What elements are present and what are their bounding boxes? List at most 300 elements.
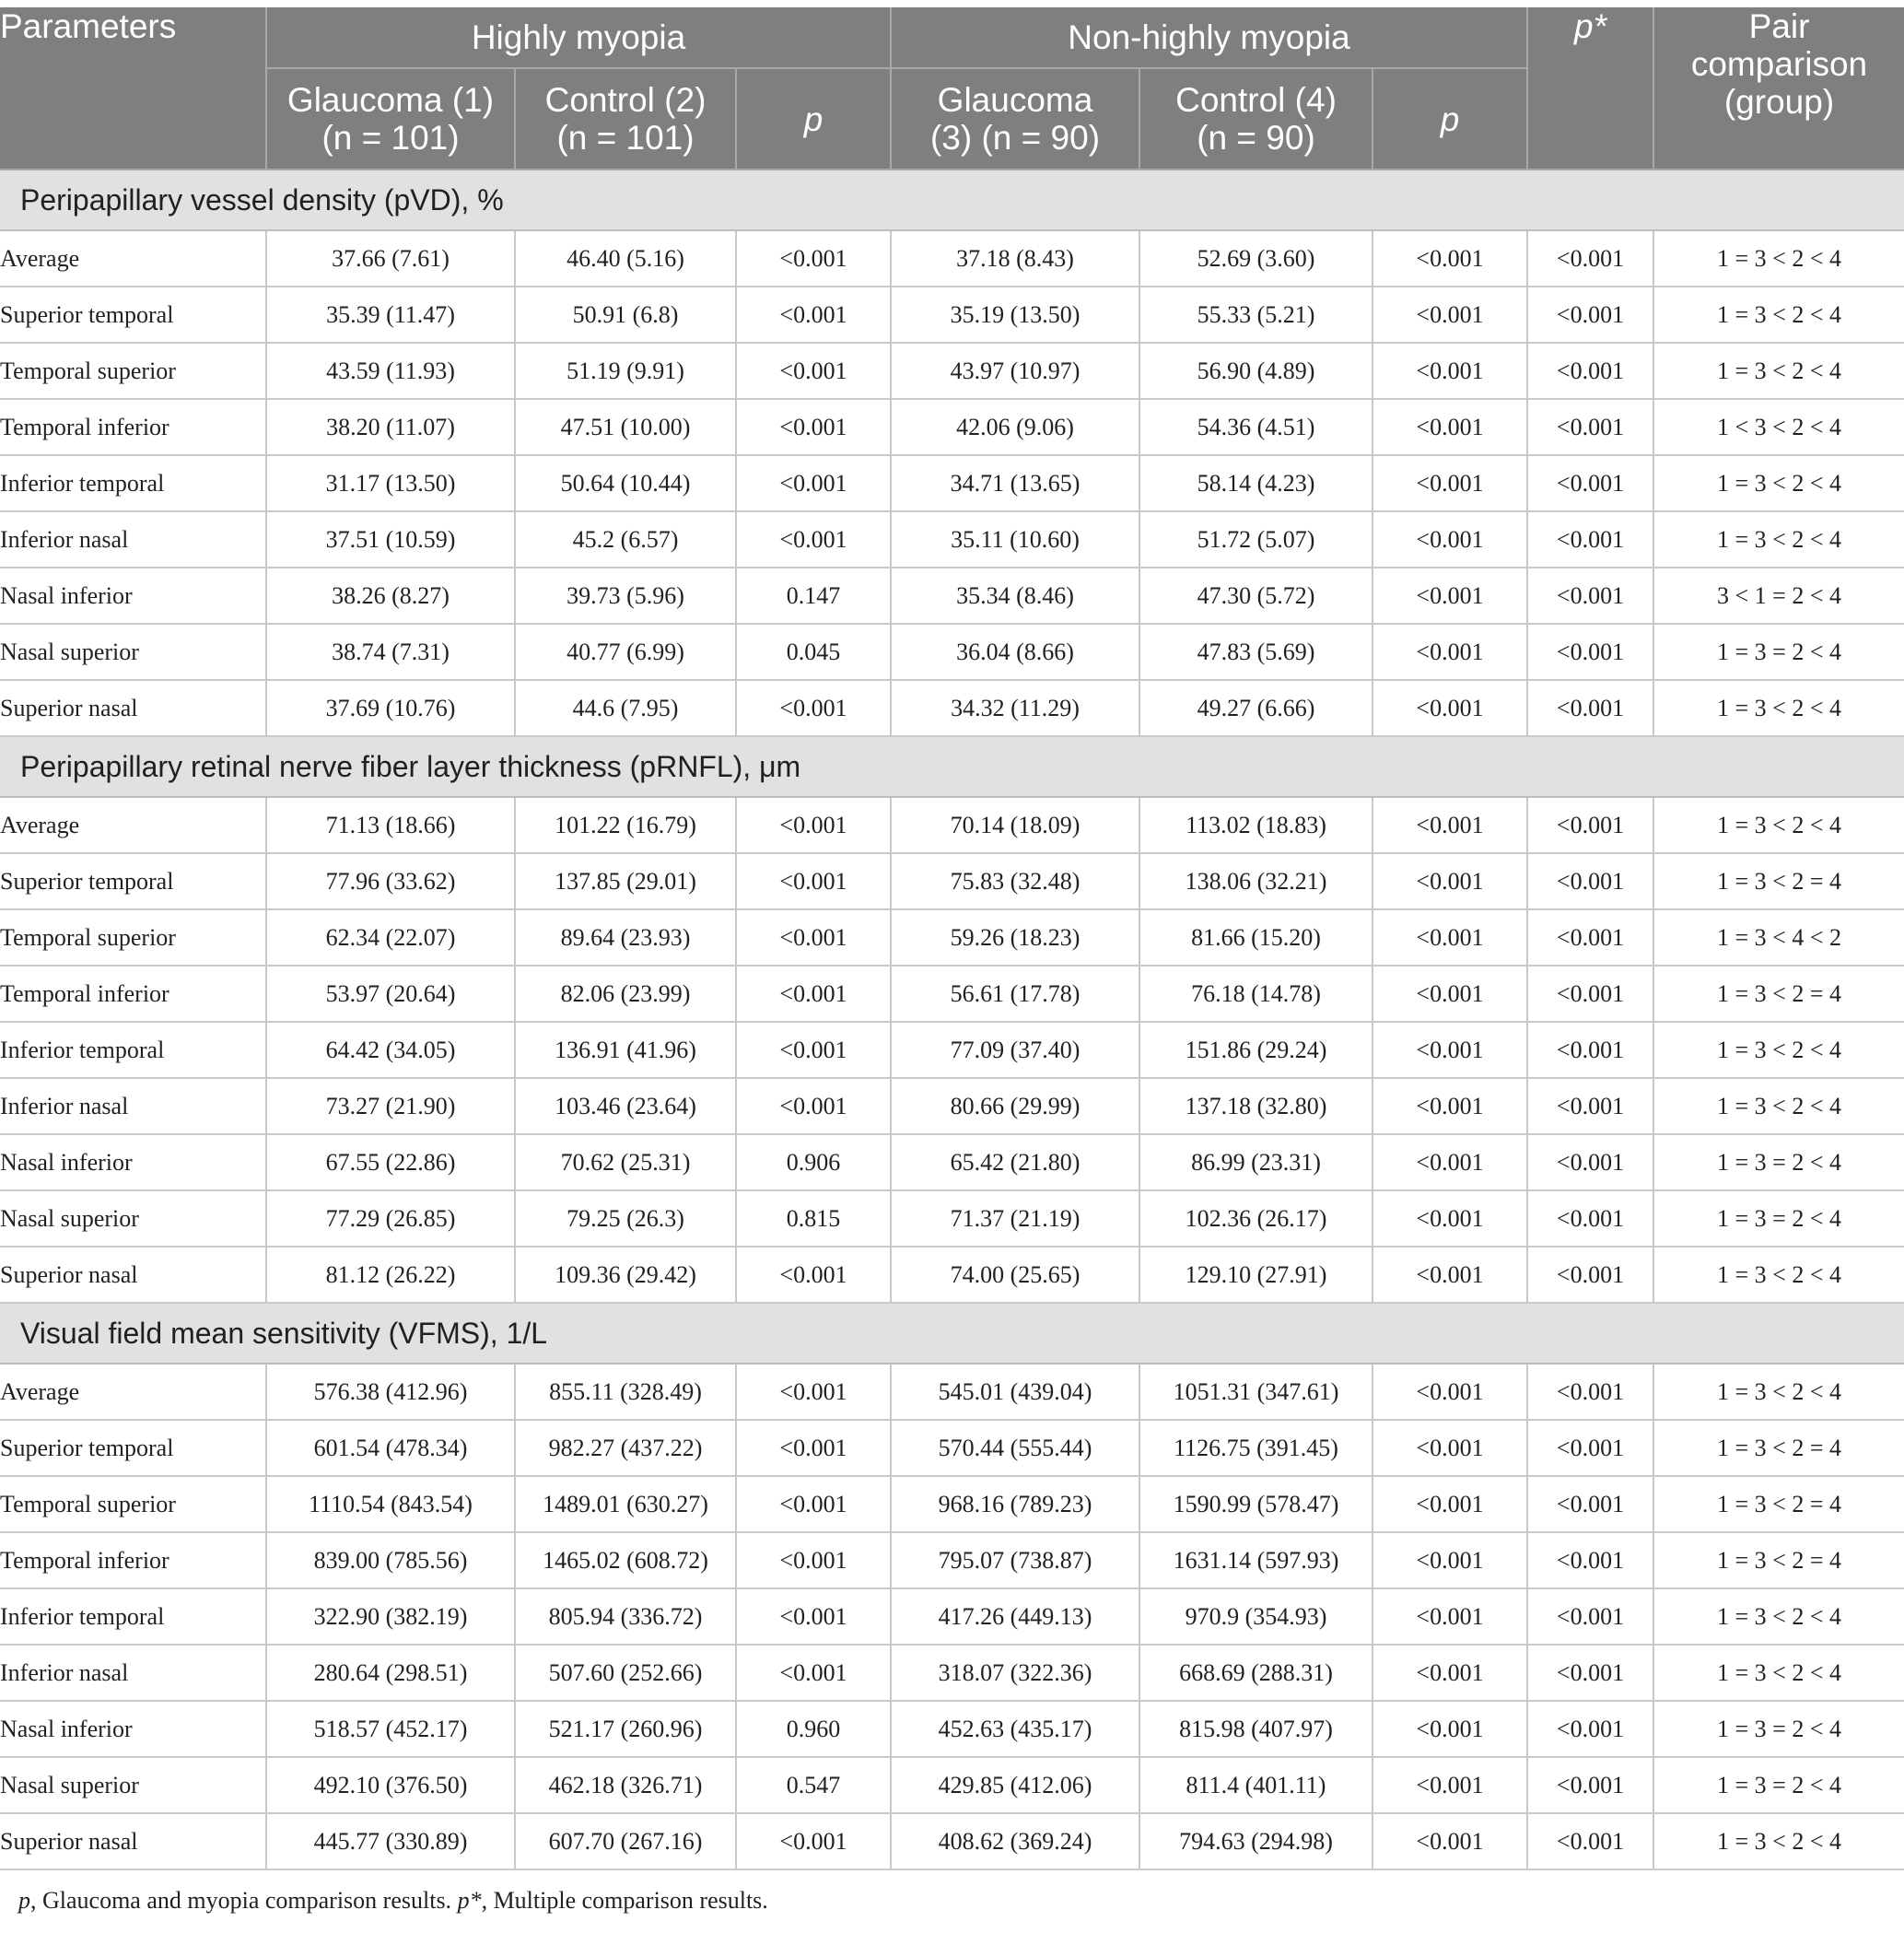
cell-pair-comparison: 1 = 3 < 4 < 2: [1653, 909, 1904, 966]
cell-glaucoma-1: 81.12 (26.22): [266, 1247, 515, 1303]
cell-glaucoma-3: 37.18 (8.43): [891, 230, 1139, 287]
cell-control-4: 113.02 (18.83): [1139, 797, 1373, 853]
cell-glaucoma-1: 37.66 (7.61): [266, 230, 515, 287]
table-row: [0, 230, 1904, 287]
cell-parameter: Temporal inferior: [0, 399, 266, 455]
cell-parameter: Inferior nasal: [0, 511, 266, 568]
cell-control-4: 102.36 (26.17): [1139, 1190, 1373, 1247]
cell-control-2: 607.70 (267.16): [515, 1813, 736, 1869]
cell-p-non-highly: <0.001: [1373, 1190, 1527, 1247]
cell-p-highly: <0.001: [736, 1022, 891, 1078]
footnote-p-symbol: p: [18, 1887, 30, 1914]
cell-pair-comparison: 1 = 3 < 2 < 4: [1653, 287, 1904, 343]
cell-p-non-highly: <0.001: [1373, 966, 1527, 1022]
cell-glaucoma-1: 43.59 (11.93): [266, 343, 515, 399]
cell-glaucoma-3: 36.04 (8.66): [891, 624, 1139, 680]
header-control-4: [1139, 68, 1373, 170]
cell-control-2: 79.25 (26.3): [515, 1190, 736, 1247]
cell-p-highly: <0.001: [736, 1645, 891, 1701]
cell-p-star: <0.001: [1527, 624, 1653, 680]
cell-pair-comparison: 1 = 3 = 2 < 4: [1653, 1190, 1904, 1247]
cell-pair-comparison: 1 = 3 < 2 < 4: [1653, 230, 1904, 287]
cell-glaucoma-3: 968.16 (789.23): [891, 1476, 1139, 1532]
cell-p-star: <0.001: [1527, 399, 1653, 455]
cell-control-4: 668.69 (288.31): [1139, 1645, 1373, 1701]
cell-parameter: Nasal inferior: [0, 568, 266, 624]
cell-parameter: Nasal superior: [0, 624, 266, 680]
cell-pair-comparison: 1 = 3 < 2 < 4: [1653, 1588, 1904, 1645]
cell-glaucoma-3: 35.19 (13.50): [891, 287, 1139, 343]
section-row: [0, 736, 1904, 797]
cell-control-4: 1631.14 (597.93): [1139, 1532, 1373, 1588]
cell-p-star: <0.001: [1527, 1476, 1653, 1532]
cell-glaucoma-1: 64.42 (34.05): [266, 1022, 515, 1078]
cell-p-highly: <0.001: [736, 287, 891, 343]
cell-pair-comparison: 1 < 3 < 2 < 4: [1653, 399, 1904, 455]
table-row: [0, 455, 1904, 511]
cell-p-highly: <0.001: [736, 966, 891, 1022]
cell-parameter: Average: [0, 230, 266, 287]
cell-p-non-highly: <0.001: [1373, 230, 1527, 287]
cell-pair-comparison: 1 = 3 = 2 < 4: [1653, 624, 1904, 680]
cell-glaucoma-3: 417.26 (449.13): [891, 1588, 1139, 1645]
cell-p-highly: <0.001: [736, 797, 891, 853]
cell-pair-comparison: 1 = 3 < 2 = 4: [1653, 1476, 1904, 1532]
cell-control-4: 81.66 (15.20): [1139, 909, 1373, 966]
cell-glaucoma-1: 31.17 (13.50): [266, 455, 515, 511]
cell-pair-comparison: 1 = 3 < 2 < 4: [1653, 511, 1904, 568]
cell-p-highly: <0.001: [736, 680, 891, 736]
cell-pair-comparison: 1 = 3 < 2 = 4: [1653, 966, 1904, 1022]
cell-control-4: 58.14 (4.23): [1139, 455, 1373, 511]
cell-glaucoma-1: 38.20 (11.07): [266, 399, 515, 455]
cell-glaucoma-1: 62.34 (22.07): [266, 909, 515, 966]
cell-p-non-highly: <0.001: [1373, 511, 1527, 568]
cell-p-star: <0.001: [1527, 1757, 1653, 1813]
cell-p-star: <0.001: [1527, 1190, 1653, 1247]
header-glaucoma-3-line1: Glaucoma: [937, 81, 1093, 119]
cell-pair-comparison: 1 = 3 = 2 < 4: [1653, 1134, 1904, 1190]
cell-glaucoma-3: 429.85 (412.06): [891, 1757, 1139, 1813]
cell-p-non-highly: <0.001: [1373, 1022, 1527, 1078]
cell-control-2: 44.6 (7.95): [515, 680, 736, 736]
cell-p-star: <0.001: [1527, 1247, 1653, 1303]
cell-parameter: Nasal superior: [0, 1190, 266, 1247]
table-row: [0, 1532, 1904, 1588]
cell-control-4: 129.10 (27.91): [1139, 1247, 1373, 1303]
cell-pair-comparison: 1 = 3 < 2 = 4: [1653, 853, 1904, 909]
cell-parameter: Inferior nasal: [0, 1078, 266, 1134]
cell-p-non-highly: <0.001: [1373, 1813, 1527, 1869]
cell-p-highly: 0.547: [736, 1757, 891, 1813]
header-glaucoma-1-line1: Glaucoma (1): [286, 81, 495, 119]
table-row: [0, 966, 1904, 1022]
cell-control-2: 45.2 (6.57): [515, 511, 736, 568]
header-p-star-text: p*: [1574, 7, 1606, 45]
cell-pair-comparison: 1 = 3 < 2 < 4: [1653, 1645, 1904, 1701]
cell-pair-comparison: 1 = 3 < 2 < 4: [1653, 455, 1904, 511]
cell-glaucoma-1: 73.27 (21.90): [266, 1078, 515, 1134]
cell-glaucoma-3: 74.00 (25.65): [891, 1247, 1139, 1303]
cell-p-star: <0.001: [1527, 287, 1653, 343]
cell-p-non-highly: <0.001: [1373, 1645, 1527, 1701]
cell-p-highly: 0.147: [736, 568, 891, 624]
cell-p-non-highly: <0.001: [1373, 287, 1527, 343]
footnote-p-text: , Glaucoma and myopia comparison results.: [30, 1887, 458, 1914]
cell-parameter: Inferior temporal: [0, 455, 266, 511]
cell-p-highly: <0.001: [736, 1420, 891, 1476]
cell-glaucoma-3: 42.06 (9.06): [891, 399, 1139, 455]
cell-control-2: 507.60 (252.66): [515, 1645, 736, 1701]
cell-glaucoma-3: 43.97 (10.97): [891, 343, 1139, 399]
cell-control-4: 137.18 (32.80): [1139, 1078, 1373, 1134]
cell-p-highly: <0.001: [736, 455, 891, 511]
cell-control-4: 47.30 (5.72): [1139, 568, 1373, 624]
cell-p-star: <0.001: [1527, 343, 1653, 399]
cell-p-non-highly: <0.001: [1373, 1420, 1527, 1476]
cell-control-2: 89.64 (23.93): [515, 909, 736, 966]
section-title: Peripapillary retinal nerve fiber layer thickness (pRNFL), μm: [0, 736, 1904, 797]
cell-p-non-highly: <0.001: [1373, 1532, 1527, 1588]
cell-p-star: <0.001: [1527, 568, 1653, 624]
cell-p-non-highly: <0.001: [1373, 1476, 1527, 1532]
cell-pair-comparison: 1 = 3 = 2 < 4: [1653, 1701, 1904, 1757]
cell-pair-comparison: 1 = 3 < 2 = 4: [1653, 1420, 1904, 1476]
header-row-1: [0, 7, 1904, 68]
cell-control-4: 51.72 (5.07): [1139, 511, 1373, 568]
cell-control-2: 462.18 (326.71): [515, 1757, 736, 1813]
cell-p-non-highly: <0.001: [1373, 343, 1527, 399]
cell-glaucoma-1: 322.90 (382.19): [266, 1588, 515, 1645]
cell-pair-comparison: 1 = 3 < 2 = 4: [1653, 1532, 1904, 1588]
cell-glaucoma-1: 71.13 (18.66): [266, 797, 515, 853]
cell-control-2: 46.40 (5.16): [515, 230, 736, 287]
cell-control-2: 855.11 (328.49): [515, 1364, 736, 1420]
cell-parameter: Inferior temporal: [0, 1022, 266, 1078]
cell-glaucoma-1: 280.64 (298.51): [266, 1645, 515, 1701]
cell-p-highly: <0.001: [736, 230, 891, 287]
header-glaucoma-3-line2: (3) (n = 90): [929, 119, 1101, 157]
cell-glaucoma-1: 601.54 (478.34): [266, 1420, 515, 1476]
cell-p-star: <0.001: [1527, 511, 1653, 568]
cell-control-2: 982.27 (437.22): [515, 1420, 736, 1476]
table-row: [0, 1190, 1904, 1247]
cell-parameter: Average: [0, 1364, 266, 1420]
cell-p-star: <0.001: [1527, 797, 1653, 853]
cell-control-4: 86.99 (23.31): [1139, 1134, 1373, 1190]
table-row: [0, 287, 1904, 343]
cell-glaucoma-1: 839.00 (785.56): [266, 1532, 515, 1588]
cell-p-star: <0.001: [1527, 1420, 1653, 1476]
cell-glaucoma-3: 34.32 (11.29): [891, 680, 1139, 736]
section-title: Visual field mean sensitivity (VFMS), 1/L: [0, 1303, 1904, 1364]
cell-p-non-highly: <0.001: [1373, 1078, 1527, 1134]
cell-p-highly: <0.001: [736, 1078, 891, 1134]
table-row: [0, 1813, 1904, 1869]
cell-glaucoma-1: 37.51 (10.59): [266, 511, 515, 568]
table-row: [0, 624, 1904, 680]
cell-parameter: Superior temporal: [0, 1420, 266, 1476]
cell-parameter: Superior temporal: [0, 853, 266, 909]
cell-control-2: 137.85 (29.01): [515, 853, 736, 909]
cell-p-star: <0.001: [1527, 1701, 1653, 1757]
cell-p-highly: 0.045: [736, 624, 891, 680]
cell-parameter: Nasal superior: [0, 1757, 266, 1813]
cell-control-4: 1051.31 (347.61): [1139, 1364, 1373, 1420]
cell-glaucoma-3: 452.63 (435.17): [891, 1701, 1139, 1757]
cell-p-star: <0.001: [1527, 1078, 1653, 1134]
cell-pair-comparison: 1 = 3 < 2 < 4: [1653, 1247, 1904, 1303]
header-non-highly-myopia: Non-highly myopia: [891, 7, 1527, 68]
cell-glaucoma-1: 576.38 (412.96): [266, 1364, 515, 1420]
cell-p-highly: 0.815: [736, 1190, 891, 1247]
table-body: [0, 170, 1904, 1869]
header-control-2-line1: Control (2): [544, 81, 707, 119]
cell-glaucoma-3: 65.42 (21.80): [891, 1134, 1139, 1190]
cell-glaucoma-3: 35.11 (10.60): [891, 511, 1139, 568]
cell-p-highly: <0.001: [736, 1532, 891, 1588]
header-p-highly: [736, 68, 891, 170]
table-row: [0, 1757, 1904, 1813]
cell-p-star: <0.001: [1527, 853, 1653, 909]
cell-p-star: <0.001: [1527, 966, 1653, 1022]
cell-p-highly: <0.001: [736, 343, 891, 399]
footnote: [18, 1887, 768, 1915]
cell-parameter: Superior nasal: [0, 1813, 266, 1869]
cell-control-4: 52.69 (3.60): [1139, 230, 1373, 287]
header-parameters: Parameters: [0, 7, 266, 170]
cell-p-highly: <0.001: [736, 909, 891, 966]
cell-control-4: 970.9 (354.93): [1139, 1588, 1373, 1645]
cell-control-2: 70.62 (25.31): [515, 1134, 736, 1190]
cell-control-4: 815.98 (407.97): [1139, 1701, 1373, 1757]
cell-p-star: <0.001: [1527, 1588, 1653, 1645]
table-row: [0, 853, 1904, 909]
cell-control-2: 50.91 (6.8): [515, 287, 736, 343]
cell-control-4: 49.27 (6.66): [1139, 680, 1373, 736]
cell-control-2: 82.06 (23.99): [515, 966, 736, 1022]
cell-p-non-highly: <0.001: [1373, 1701, 1527, 1757]
header-p-non-highly-text: p: [1440, 100, 1460, 138]
cell-parameter: Superior nasal: [0, 1247, 266, 1303]
table-row: [0, 568, 1904, 624]
cell-pair-comparison: 1 = 3 < 2 < 4: [1653, 1364, 1904, 1420]
cell-parameter: Nasal inferior: [0, 1134, 266, 1190]
header-control-4-line2: (n = 90): [1197, 119, 1315, 157]
table-row: [0, 1022, 1904, 1078]
cell-p-star: <0.001: [1527, 1364, 1653, 1420]
table-row: [0, 511, 1904, 568]
cell-glaucoma-1: 37.69 (10.76): [266, 680, 515, 736]
cell-glaucoma-3: 59.26 (18.23): [891, 909, 1139, 966]
cell-pair-comparison: 1 = 3 < 2 < 4: [1653, 680, 1904, 736]
cell-p-non-highly: <0.001: [1373, 1364, 1527, 1420]
cell-control-4: 1126.75 (391.45): [1139, 1420, 1373, 1476]
section-row: [0, 1303, 1904, 1364]
cell-parameter: Average: [0, 797, 266, 853]
cell-glaucoma-1: 518.57 (452.17): [266, 1701, 515, 1757]
cell-parameter: Inferior temporal: [0, 1588, 266, 1645]
header-glaucoma-1: [266, 68, 515, 170]
cell-control-4: 794.63 (294.98): [1139, 1813, 1373, 1869]
cell-p-highly: 0.960: [736, 1701, 891, 1757]
cell-control-4: 811.4 (401.11): [1139, 1757, 1373, 1813]
table-row: [0, 1078, 1904, 1134]
cell-glaucoma-3: 70.14 (18.09): [891, 797, 1139, 853]
cell-p-highly: <0.001: [736, 853, 891, 909]
cell-p-star: <0.001: [1527, 455, 1653, 511]
section-row: [0, 170, 1904, 230]
cell-p-non-highly: <0.001: [1373, 797, 1527, 853]
header-control-2: [515, 68, 736, 170]
cell-p-non-highly: <0.001: [1373, 568, 1527, 624]
cell-p-star: <0.001: [1527, 680, 1653, 736]
cell-p-highly: <0.001: [736, 399, 891, 455]
header-control-2-line2: (n = 101): [556, 119, 695, 157]
cell-p-star: <0.001: [1527, 230, 1653, 287]
cell-parameter: Temporal superior: [0, 1476, 266, 1532]
cell-control-2: 40.77 (6.99): [515, 624, 736, 680]
cell-glaucoma-3: 570.44 (555.44): [891, 1420, 1139, 1476]
cell-control-2: 39.73 (5.96): [515, 568, 736, 624]
cell-p-non-highly: <0.001: [1373, 399, 1527, 455]
cell-glaucoma-3: 80.66 (29.99): [891, 1078, 1139, 1134]
cell-glaucoma-3: 35.34 (8.46): [891, 568, 1139, 624]
cell-control-4: 47.83 (5.69): [1139, 624, 1373, 680]
cell-control-2: 521.17 (260.96): [515, 1701, 736, 1757]
table-row: [0, 1134, 1904, 1190]
table-row: [0, 1701, 1904, 1757]
cell-control-2: 50.64 (10.44): [515, 455, 736, 511]
cell-p-star: <0.001: [1527, 1813, 1653, 1869]
table-header: [0, 7, 1904, 170]
table-row: [0, 1420, 1904, 1476]
cell-glaucoma-1: 492.10 (376.50): [266, 1757, 515, 1813]
cell-p-non-highly: <0.001: [1373, 1588, 1527, 1645]
cell-glaucoma-1: 35.39 (11.47): [266, 287, 515, 343]
cell-control-2: 1489.01 (630.27): [515, 1476, 736, 1532]
cell-parameter: Temporal inferior: [0, 966, 266, 1022]
cell-p-star: <0.001: [1527, 1134, 1653, 1190]
cell-glaucoma-3: 318.07 (322.36): [891, 1645, 1139, 1701]
footnote-pstar-symbol: p*: [457, 1887, 482, 1914]
cell-p-non-highly: <0.001: [1373, 624, 1527, 680]
results-table: [0, 7, 1904, 1870]
header-control-4-line1: Control (4): [1175, 81, 1337, 119]
cell-glaucoma-3: 545.01 (439.04): [891, 1364, 1139, 1420]
cell-glaucoma-1: 67.55 (22.86): [266, 1134, 515, 1190]
cell-p-non-highly: <0.001: [1373, 1134, 1527, 1190]
cell-glaucoma-3: 34.71 (13.65): [891, 455, 1139, 511]
cell-p-star: <0.001: [1527, 909, 1653, 966]
cell-control-4: 76.18 (14.78): [1139, 966, 1373, 1022]
cell-p-non-highly: <0.001: [1373, 680, 1527, 736]
cell-control-2: 47.51 (10.00): [515, 399, 736, 455]
cell-parameter: Temporal superior: [0, 343, 266, 399]
cell-p-highly: 0.906: [736, 1134, 891, 1190]
cell-control-4: 151.86 (29.24): [1139, 1022, 1373, 1078]
cell-pair-comparison: 1 = 3 < 2 < 4: [1653, 1813, 1904, 1869]
header-glaucoma-1-line2: (n = 101): [321, 119, 460, 157]
cell-glaucoma-3: 56.61 (17.78): [891, 966, 1139, 1022]
table-row: [0, 1645, 1904, 1701]
cell-control-2: 136.91 (41.96): [515, 1022, 736, 1078]
cell-p-highly: <0.001: [736, 1247, 891, 1303]
cell-glaucoma-1: 38.74 (7.31): [266, 624, 515, 680]
table-row: [0, 399, 1904, 455]
table-row: [0, 680, 1904, 736]
cell-p-highly: <0.001: [736, 511, 891, 568]
cell-p-highly: <0.001: [736, 1813, 891, 1869]
cell-glaucoma-1: 1110.54 (843.54): [266, 1476, 515, 1532]
cell-p-star: <0.001: [1527, 1022, 1653, 1078]
header-p-highly-text: p: [803, 100, 824, 138]
cell-control-4: 138.06 (32.21): [1139, 853, 1373, 909]
cell-glaucoma-3: 71.37 (21.19): [891, 1190, 1139, 1247]
cell-glaucoma-1: 38.26 (8.27): [266, 568, 515, 624]
cell-p-star: <0.001: [1527, 1645, 1653, 1701]
cell-pair-comparison: 1 = 3 = 2 < 4: [1653, 1757, 1904, 1813]
table-row: [0, 909, 1904, 966]
cell-parameter: Superior nasal: [0, 680, 266, 736]
cell-control-2: 805.94 (336.72): [515, 1588, 736, 1645]
cell-parameter: Nasal inferior: [0, 1701, 266, 1757]
cell-glaucoma-3: 77.09 (37.40): [891, 1022, 1139, 1078]
cell-control-4: 55.33 (5.21): [1139, 287, 1373, 343]
cell-p-highly: <0.001: [736, 1364, 891, 1420]
cell-control-2: 1465.02 (608.72): [515, 1532, 736, 1588]
header-glaucoma-3: [891, 68, 1139, 170]
table-row: [0, 1364, 1904, 1420]
cell-control-4: 54.36 (4.51): [1139, 399, 1373, 455]
header-pair-comparison: Pair comparison (group): [1653, 7, 1904, 170]
cell-p-highly: <0.001: [736, 1588, 891, 1645]
cell-p-non-highly: <0.001: [1373, 853, 1527, 909]
cell-p-non-highly: <0.001: [1373, 909, 1527, 966]
cell-p-highly: <0.001: [736, 1476, 891, 1532]
cell-parameter: Superior temporal: [0, 287, 266, 343]
cell-pair-comparison: 1 = 3 < 2 < 4: [1653, 343, 1904, 399]
table-row: [0, 1247, 1904, 1303]
cell-glaucoma-3: 75.83 (32.48): [891, 853, 1139, 909]
cell-control-2: 51.19 (9.91): [515, 343, 736, 399]
cell-glaucoma-1: 77.96 (33.62): [266, 853, 515, 909]
cell-glaucoma-3: 408.62 (369.24): [891, 1813, 1139, 1869]
table-row: [0, 1476, 1904, 1532]
cell-p-non-highly: <0.001: [1373, 1247, 1527, 1303]
cell-control-2: 109.36 (29.42): [515, 1247, 736, 1303]
cell-pair-comparison: 1 = 3 < 2 < 4: [1653, 1078, 1904, 1134]
cell-parameter: Temporal superior: [0, 909, 266, 966]
cell-parameter: Inferior nasal: [0, 1645, 266, 1701]
cell-control-4: 56.90 (4.89): [1139, 343, 1373, 399]
cell-parameter: Temporal inferior: [0, 1532, 266, 1588]
cell-pair-comparison: 1 = 3 < 2 < 4: [1653, 797, 1904, 853]
header-highly-myopia: Highly myopia: [266, 7, 891, 68]
cell-control-2: 103.46 (23.64): [515, 1078, 736, 1134]
cell-p-non-highly: <0.001: [1373, 455, 1527, 511]
section-title: Peripapillary vessel density (pVD), %: [0, 170, 1904, 230]
cell-glaucoma-1: 77.29 (26.85): [266, 1190, 515, 1247]
cell-control-4: 1590.99 (578.47): [1139, 1476, 1373, 1532]
cell-control-2: 101.22 (16.79): [515, 797, 736, 853]
table-row: [0, 343, 1904, 399]
cell-pair-comparison: 1 = 3 < 2 < 4: [1653, 1022, 1904, 1078]
table-row: [0, 1588, 1904, 1645]
table-row: [0, 797, 1904, 853]
header-p-non-highly: [1373, 68, 1527, 170]
cell-glaucoma-3: 795.07 (738.87): [891, 1532, 1139, 1588]
